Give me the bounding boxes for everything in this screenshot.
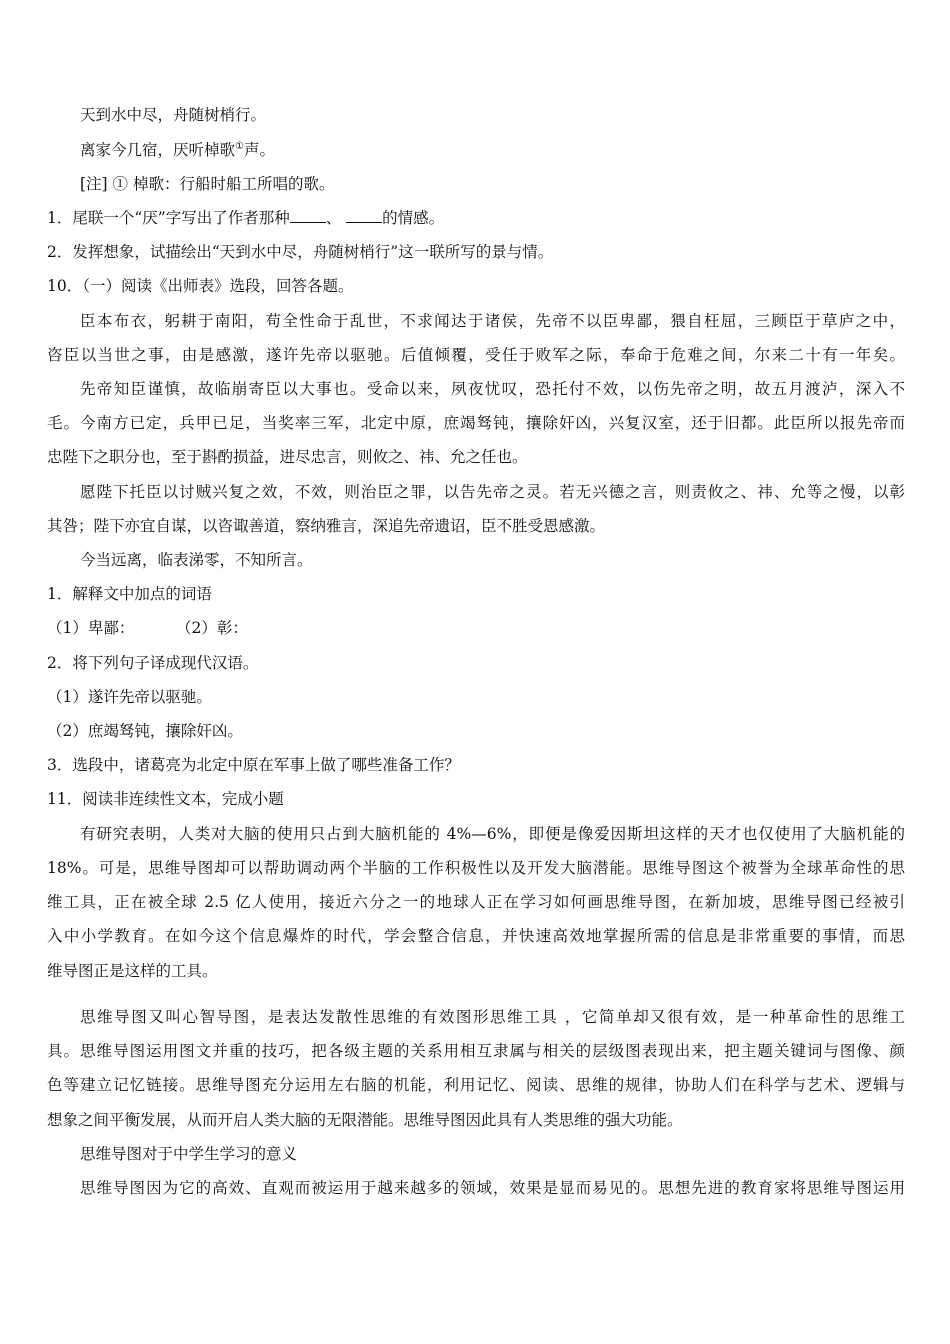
q11-p2-line-4: 想象之间平衡发展，从而开启人类大脑的无限潜能。思维导图因此具有人类思维的强大功能。 [47,1111,683,1129]
q10-p2-line-1: 先帝知臣谨慎，故临崩寄臣以大事也。受命以来，夙夜忧叹，恐托付不效，以伤先帝之明，故五月渡泸，深入不 [80,380,905,398]
q10-p3-line-2: 其咎；陛下亦宜自谋，以咨诹善道，察纳雅言，深追先帝遗诏，臣不胜受恩感激。 [47,517,606,535]
q10-p2-line-3: 忠陛下之职分也，至于斟酌损益，进尽忠言，则攸之、祎、允之任也。 [47,448,528,466]
q10-sub-1: 1．解释文中加点的词语 [47,585,212,603]
q9-item-2: 2．发挥想象，试描绘出“天到水中尽，舟随树梢行”这一联所写的景与情。 [47,243,554,261]
q10-sub-3: 3．选段中，诸葛亮为北定中原在军事上做了哪些准备工作？ [47,756,460,774]
q10-sub-2: 2．将下列句子译成现代汉语。 [47,654,259,672]
q11-heading: 11．阅读非连续性文本，完成小题 [47,790,284,808]
poem-line-1: 天到水中尽，舟随树梢行。 [80,106,267,124]
q10-sub-2-b: （2）庶竭驽钝，攘除奸凶。 [47,722,243,740]
q10-sub-1-b: （2）彰： [176,619,248,637]
q10-p2-line-2: 毛。今南方已定，兵甲已足，当奖率三军，北定中原，庶竭驽钝，攘除奸凶，兴复汉室，还于旧都。此臣所以报先帝而 [47,414,905,432]
q10-sub-1-a: （1）卑鄙： [47,619,135,637]
q11-p1-line-5: 维导图正是这样的工具。 [47,962,218,980]
q11-p1-line-1: 有研究表明，人类对大脑的使用只占到大脑机能的 4%—6%，即便是像爱因斯坦这样的天才也仅使用了大脑机能的 [80,825,905,843]
q11-p2-line-2: 具。思维导图运用图文并重的技巧，把各级主题的关系用相互隶属与相关的层级图表现出来，把主题关键词与图像、颜 [47,1042,905,1060]
q11-p1-line-3: 维工具，正在被全球 2.5 亿人使用，接近六分之一的地球人正在学习如何画思维导图，在新加坡，思维导图已经被引 [47,893,905,911]
q11-p1-line-2: 18%。可是，思维导图却可以帮助调动两个半脑的工作积极性以及开发大脑潜能。思维导图这个被誉为全球革命性的思 [47,859,905,877]
q10-heading: 10．（一）阅读《出师表》选段，回答各题。 [47,277,354,295]
q9-item-1-separator: 、 [325,209,347,227]
q11-subheading: 思维导图对于中学生学习的意义 [80,1145,298,1163]
q11-p2-line-3: 色等建立记忆链接。思维导图充分运用左右脑的机能，利用记忆、阅读、思维的规律，协助人们在科学与艺术、逻辑与 [47,1076,905,1094]
q11-p1-line-4: 入中小学教育。在如今这个信息爆炸的时代，学会整合信息，并快速高效地掌握所需的信息是非常重要的事情，而思 [47,927,905,945]
q10-p1-line-2: 咨臣以当世之事，由是感激，遂许先帝以驱驰。后值倾覆，受任于败军之际，奉命于危难之间，尔来二十有一年矣。 [47,346,905,364]
q9-item-1-text: 1．尾联一个“厌”字写出了作者那种 [47,209,290,227]
poem-note: [注] ① 棹歌：行船时船工所唱的歌。 [80,175,335,193]
poem-line-2-end: 声。 [243,141,275,159]
q10-sub-2-a: （1）遂许先帝以驱驰。 [47,688,212,706]
q9-item-1 [47,207,444,229]
poem-line-2 [80,139,275,161]
footnote-marker: ① [235,140,244,152]
poem-line-2-text: 离家今几宿，厌听棹歌 [80,141,236,159]
q10-p1-line-1: 臣本布衣，躬耕于南阳，苟全性命于乱世，不求闻达于诸侯，先帝不以臣卑鄙，猥自枉屈，三顾臣于草庐之中， [80,312,905,330]
q11-p3-line-1: 思维导图因为它的高效、直观而被运用于越来越多的领域，效果是显而易见的。思想先进的教育家将思维导图运用 [80,1179,905,1197]
answer-blank-2[interactable] [346,208,382,223]
q11-p2-line-1: 思维导图又叫心智导图，是表达发散性思维的有效图形思维工具 ，它简单却又很有效，是一种革命性的思维工 [80,1008,905,1026]
q9-item-1-end: 的情感。 [382,209,445,227]
q10-p3-line-1: 愿陛下托臣以讨贼兴复之效，不效，则治臣之罪，以告先帝之灵。若无兴德之言，则责攸之、祎、允等之慢，以彰 [80,483,905,501]
answer-blank-1[interactable] [290,208,326,223]
q10-p4: 今当远离，临表涕零，不知所言。 [80,551,313,569]
